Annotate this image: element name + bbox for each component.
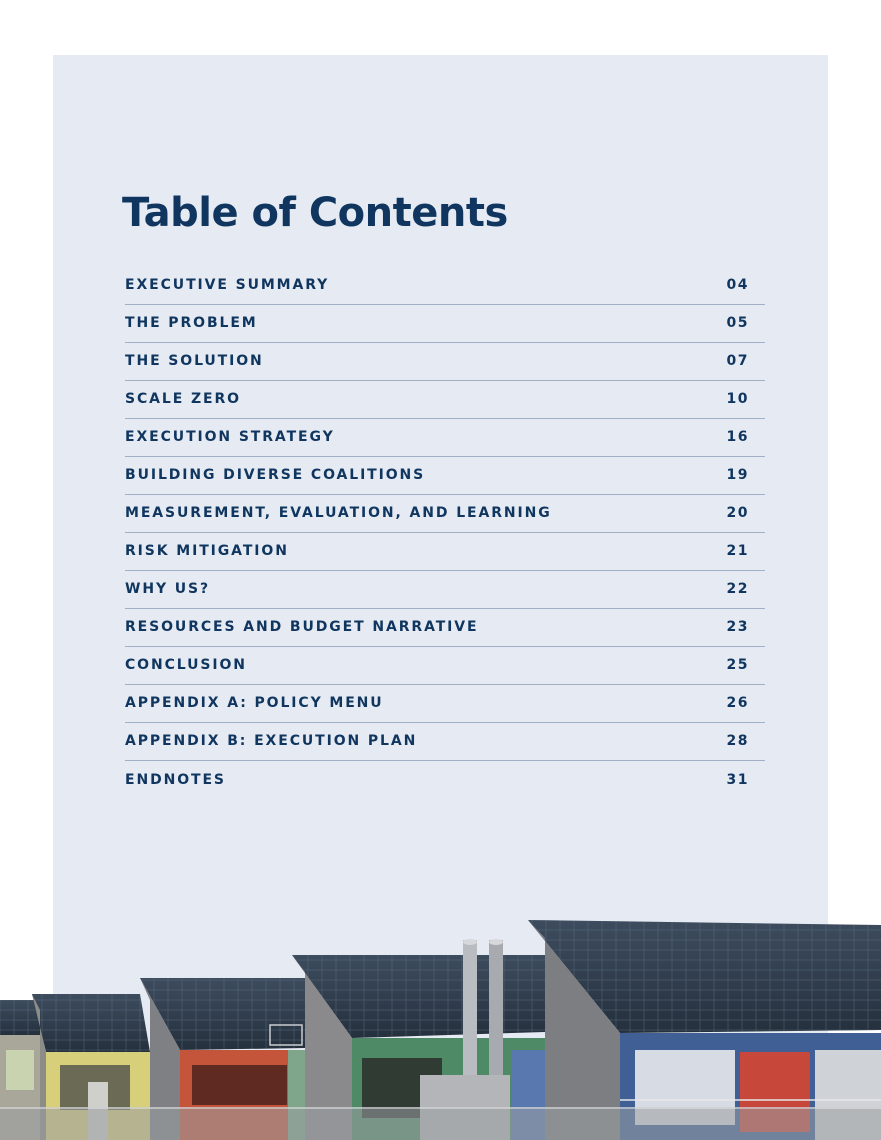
toc-item-label: SCALE ZERO <box>125 391 241 407</box>
toc-item-page: 04 <box>726 277 749 294</box>
toc-item[interactable] <box>125 609 765 647</box>
toc-item[interactable] <box>125 571 765 609</box>
toc-item-label: EXECUTIVE SUMMARY <box>125 277 330 294</box>
toc-item[interactable] <box>125 647 765 685</box>
toc-item-page: 20 <box>726 505 749 521</box>
toc-item-page: 25 <box>726 657 749 673</box>
toc-item[interactable] <box>125 685 765 723</box>
toc-item-label: WHY US? <box>125 581 211 597</box>
toc-item-label: THE PROBLEM <box>125 315 258 331</box>
toc-item[interactable] <box>125 533 765 571</box>
toc-item[interactable] <box>125 305 765 343</box>
toc-item-page: 31 <box>726 771 749 788</box>
toc-item-page: 16 <box>726 429 749 445</box>
toc-item[interactable] <box>125 381 765 419</box>
solar-houses-photo <box>0 900 881 1140</box>
toc-item-label: RESOURCES AND BUDGET NARRATIVE <box>125 619 479 635</box>
toc-item-label: APPENDIX B: EXECUTION PLAN <box>125 733 418 749</box>
toc-item-page: 21 <box>726 543 749 559</box>
toc-item[interactable] <box>125 761 765 799</box>
toc-item-label: EXECUTION STRATEGY <box>125 429 335 445</box>
toc-item-page: 10 <box>726 391 749 407</box>
toc-item-label: RISK MITIGATION <box>125 543 289 559</box>
table-of-contents <box>125 267 765 799</box>
toc-item-page: 22 <box>726 581 749 597</box>
toc-item-page: 07 <box>726 353 749 369</box>
toc-item-page: 28 <box>726 733 749 749</box>
toc-item-label: BUILDING DIVERSE COALITIONS <box>125 467 426 483</box>
toc-item-page: 26 <box>726 695 749 711</box>
page-title: Table of Contents <box>122 190 508 236</box>
toc-item-label: CONCLUSION <box>125 657 247 673</box>
toc-item[interactable] <box>125 495 765 533</box>
toc-item-page: 23 <box>726 619 749 635</box>
toc-item[interactable] <box>125 723 765 761</box>
toc-item-label: THE SOLUTION <box>125 353 264 369</box>
toc-item-label: MEASUREMENT, EVALUATION, AND LEARNING <box>125 505 552 521</box>
toc-item[interactable] <box>125 419 765 457</box>
toc-item[interactable] <box>125 267 765 305</box>
toc-item-page: 05 <box>726 315 749 331</box>
toc-item[interactable] <box>125 457 765 495</box>
toc-item-page: 19 <box>726 467 749 483</box>
toc-item[interactable] <box>125 343 765 381</box>
toc-item-label: ENDNOTES <box>125 771 226 788</box>
toc-item-label: APPENDIX A: POLICY MENU <box>125 695 384 711</box>
